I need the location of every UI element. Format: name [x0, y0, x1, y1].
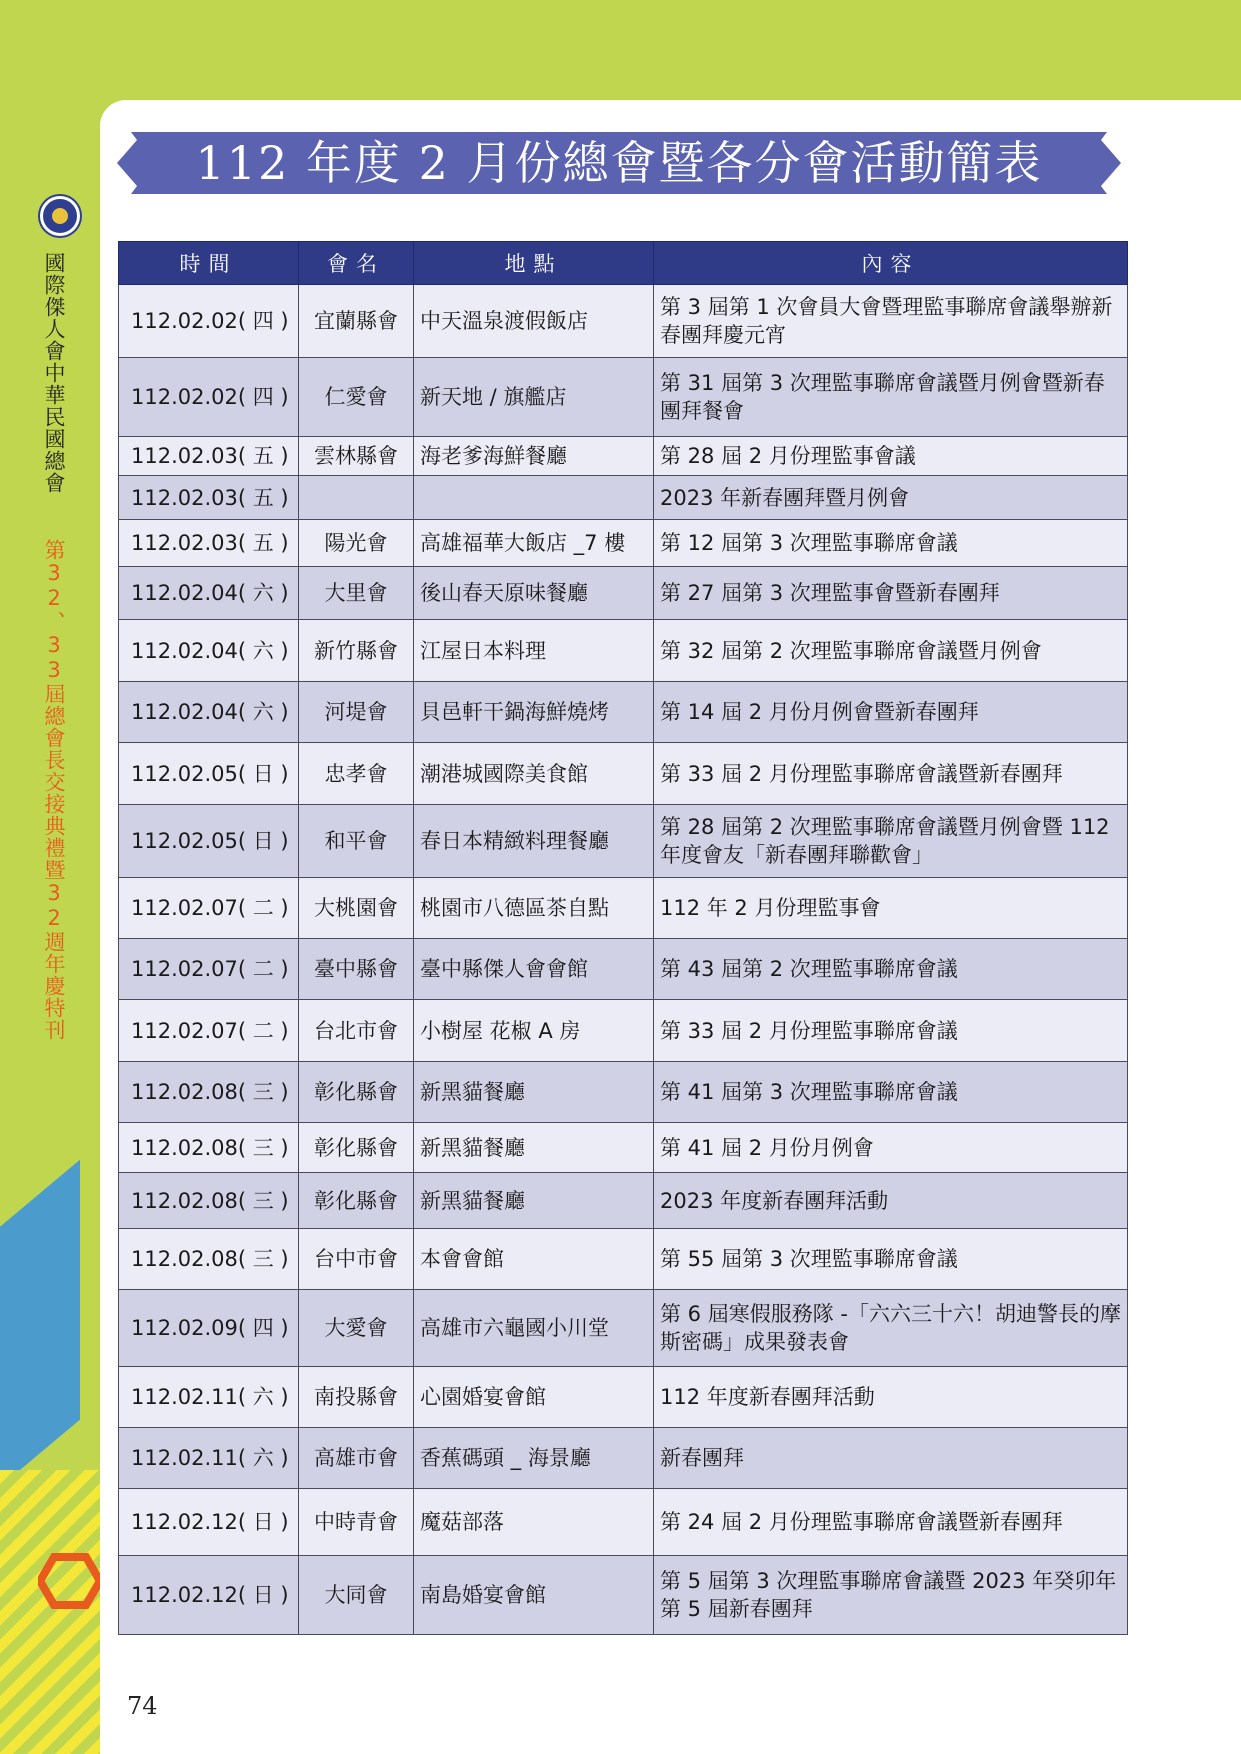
- cell-org: 臺中縣會: [299, 939, 414, 1000]
- cell-content: 新春團拜: [654, 1428, 1128, 1489]
- cell-date: 112.02.03( 五 ): [119, 520, 299, 567]
- table-row: [119, 567, 1128, 620]
- table-row: [119, 1173, 1128, 1229]
- cell-content: 第 31 屆第 3 次理監事聯席會議暨月例會暨新春團拜餐會: [654, 358, 1128, 437]
- cell-date: 112.02.04( 六 ): [119, 567, 299, 620]
- cell-venue: 本會會館: [414, 1229, 654, 1290]
- cell-org: 大桃園會: [299, 878, 414, 939]
- cell-content: 第 28 屆 2 月份理監事會議: [654, 437, 1128, 476]
- cell-date: 112.02.07( 二 ): [119, 939, 299, 1000]
- cell-org: 陽光會: [299, 520, 414, 567]
- sidebar-subtitle: 第32、33屆總會長交接典禮暨32週年慶特刊: [42, 539, 66, 1041]
- cell-content: 第 32 屆第 2 次理監事聯席會議暨月例會: [654, 620, 1128, 682]
- table-row: [119, 1556, 1128, 1635]
- cell-org: [299, 476, 414, 520]
- table-row: [119, 358, 1128, 437]
- side-bar: [0, 0, 100, 1754]
- cell-venue: 臺中縣傑人會會館: [414, 939, 654, 1000]
- events-table: [118, 241, 1128, 1635]
- cell-date: 112.02.03( 五 ): [119, 476, 299, 520]
- table-row: [119, 1367, 1128, 1428]
- cell-date: 112.02.05( 日 ): [119, 805, 299, 878]
- cell-venue: 高雄市六龜國小川堂: [414, 1290, 654, 1367]
- cell-venue: 新黑貓餐廳: [414, 1062, 654, 1123]
- cell-org: 和平會: [299, 805, 414, 878]
- table-row: [119, 939, 1128, 1000]
- title-banner: [117, 132, 1121, 194]
- cell-content: 第 5 屆第 3 次理監事聯席會議暨 2023 年癸卯年第 5 屆新春團拜: [654, 1556, 1128, 1635]
- cell-venue: [414, 476, 654, 520]
- table-row: [119, 743, 1128, 805]
- sidebar-org-name: 國際傑人會中華民國總會: [42, 252, 66, 494]
- cell-org: 仁愛會: [299, 358, 414, 437]
- cell-date: 112.02.03( 五 ): [119, 437, 299, 476]
- cell-venue: 香蕉碼頭 _ 海景廳: [414, 1428, 654, 1489]
- header-content: 內容: [654, 242, 1128, 285]
- table-row: [119, 1229, 1128, 1290]
- cell-date: 112.02.12( 日 ): [119, 1556, 299, 1635]
- hexagon-icon: [38, 1553, 102, 1609]
- cell-date: 112.02.02( 四 ): [119, 358, 299, 437]
- cell-org: 中時青會: [299, 1489, 414, 1556]
- table-row: [119, 285, 1128, 358]
- cell-org: 忠孝會: [299, 743, 414, 805]
- cell-date: 112.02.08( 三 ): [119, 1173, 299, 1229]
- cell-content: 2023 年新春團拜暨月例會: [654, 476, 1128, 520]
- table-row: [119, 1489, 1128, 1556]
- cell-date: 112.02.04( 六 ): [119, 620, 299, 682]
- cell-content: 第 14 屆 2 月份月例會暨新春團拜: [654, 682, 1128, 743]
- cell-org: 台北市會: [299, 1000, 414, 1062]
- cell-date: 112.02.07( 二 ): [119, 1000, 299, 1062]
- cell-venue: 魔菇部落: [414, 1489, 654, 1556]
- table-row: [119, 682, 1128, 743]
- cell-org: 彰化縣會: [299, 1173, 414, 1229]
- cell-content: 第 3 屆第 1 次會員大會暨理監事聯席會議舉辦新春團拜慶元宵: [654, 285, 1128, 358]
- cell-venue: 新天地 / 旗艦店: [414, 358, 654, 437]
- cell-org: 南投縣會: [299, 1367, 414, 1428]
- cell-date: 112.02.04( 六 ): [119, 682, 299, 743]
- cell-content: 第 41 屆第 3 次理監事聯席會議: [654, 1062, 1128, 1123]
- table-row: [119, 805, 1128, 878]
- cell-org: 彰化縣會: [299, 1062, 414, 1123]
- cell-venue: 潮港城國際美食館: [414, 743, 654, 805]
- cell-org: 大同會: [299, 1556, 414, 1635]
- cell-org: 大里會: [299, 567, 414, 620]
- table-row: [119, 520, 1128, 567]
- cell-org: 彰化縣會: [299, 1123, 414, 1173]
- cell-content: 2023 年度新春團拜活動: [654, 1173, 1128, 1229]
- cell-date: 112.02.02( 四 ): [119, 285, 299, 358]
- cell-venue: 桃園市八德區茶自點: [414, 878, 654, 939]
- cell-date: 112.02.05( 日 ): [119, 743, 299, 805]
- header-venue: 地點: [414, 242, 654, 285]
- cell-org: 新竹縣會: [299, 620, 414, 682]
- table-row: [119, 620, 1128, 682]
- table-row: [119, 1428, 1128, 1489]
- table-row: [119, 1123, 1128, 1173]
- cell-date: 112.02.08( 三 ): [119, 1123, 299, 1173]
- emblem-icon: [40, 196, 80, 236]
- cell-date: 112.02.08( 三 ): [119, 1229, 299, 1290]
- cell-content: 第 33 屆 2 月份理監事聯席會議暨新春團拜: [654, 743, 1128, 805]
- cell-content: 第 41 屆 2 月份月例會: [654, 1123, 1128, 1173]
- table-row: [119, 1290, 1128, 1367]
- cell-content: 112 年 2 月份理監事會: [654, 878, 1128, 939]
- cell-org: 宜蘭縣會: [299, 285, 414, 358]
- cell-venue: 後山春天原味餐廳: [414, 567, 654, 620]
- cell-venue: 心園婚宴會館: [414, 1367, 654, 1428]
- cell-org: 河堤會: [299, 682, 414, 743]
- table-row: [119, 476, 1128, 520]
- table-row: [119, 1000, 1128, 1062]
- cell-venue: 新黑貓餐廳: [414, 1173, 654, 1229]
- cell-content: 第 43 屆第 2 次理監事聯席會議: [654, 939, 1128, 1000]
- header-time: 時間: [119, 242, 299, 285]
- table-header-row: [119, 242, 1128, 285]
- cell-content: 112 年度新春團拜活動: [654, 1367, 1128, 1428]
- cell-content: 第 27 屆第 3 次理監事會暨新春團拜: [654, 567, 1128, 620]
- cell-venue: 江屋日本料理: [414, 620, 654, 682]
- cell-date: 112.02.11( 六 ): [119, 1428, 299, 1489]
- page-number: 74: [127, 1692, 158, 1720]
- cell-date: 112.02.12( 日 ): [119, 1489, 299, 1556]
- table-row: [119, 437, 1128, 476]
- sidebar-title: [40, 252, 68, 1041]
- cell-org: 台中市會: [299, 1229, 414, 1290]
- header-org: 會名: [299, 242, 414, 285]
- decorative-stripe: [0, 1160, 80, 1521]
- table-row: [119, 878, 1128, 939]
- cell-date: 112.02.08( 三 ): [119, 1062, 299, 1123]
- cell-content: 第 55 屆第 3 次理監事聯席會議: [654, 1229, 1128, 1290]
- table-row: [119, 1062, 1128, 1123]
- cell-date: 112.02.09( 四 ): [119, 1290, 299, 1367]
- cell-content: 第 6 屆寒假服務隊 -「六六三十六！胡迪警長的摩斯密碼」成果發表會: [654, 1290, 1128, 1367]
- cell-content: 第 28 屆第 2 次理監事聯席會議暨月例會暨 112 年度會友「新春團拜聯歡會」: [654, 805, 1128, 878]
- cell-content: 第 24 屆 2 月份理監事聯席會議暨新春團拜: [654, 1489, 1128, 1556]
- cell-venue: 海老爹海鮮餐廳: [414, 437, 654, 476]
- cell-org: 大愛會: [299, 1290, 414, 1367]
- cell-date: 112.02.11( 六 ): [119, 1367, 299, 1428]
- page-title: 112 年度 2 月份總會暨各分會活動簡表: [195, 136, 1043, 190]
- cell-venue: 新黑貓餐廳: [414, 1123, 654, 1173]
- cell-content: 第 12 屆第 3 次理監事聯席會議: [654, 520, 1128, 567]
- cell-venue: 南島婚宴會館: [414, 1556, 654, 1635]
- decorative-yellow-stripes: [0, 1470, 100, 1754]
- cell-date: 112.02.07( 二 ): [119, 878, 299, 939]
- cell-content: 第 33 屆 2 月份理監事聯席會議: [654, 1000, 1128, 1062]
- cell-venue: 春日本精緻料理餐廳: [414, 805, 654, 878]
- cell-org: 雲林縣會: [299, 437, 414, 476]
- cell-venue: 貝邑軒干鍋海鮮燒烤: [414, 682, 654, 743]
- cell-venue: 高雄福華大飯店 _7 樓: [414, 520, 654, 567]
- cell-venue: 中天溫泉渡假飯店: [414, 285, 654, 358]
- cell-venue: 小樹屋 花椒 A 房: [414, 1000, 654, 1062]
- cell-org: 高雄市會: [299, 1428, 414, 1489]
